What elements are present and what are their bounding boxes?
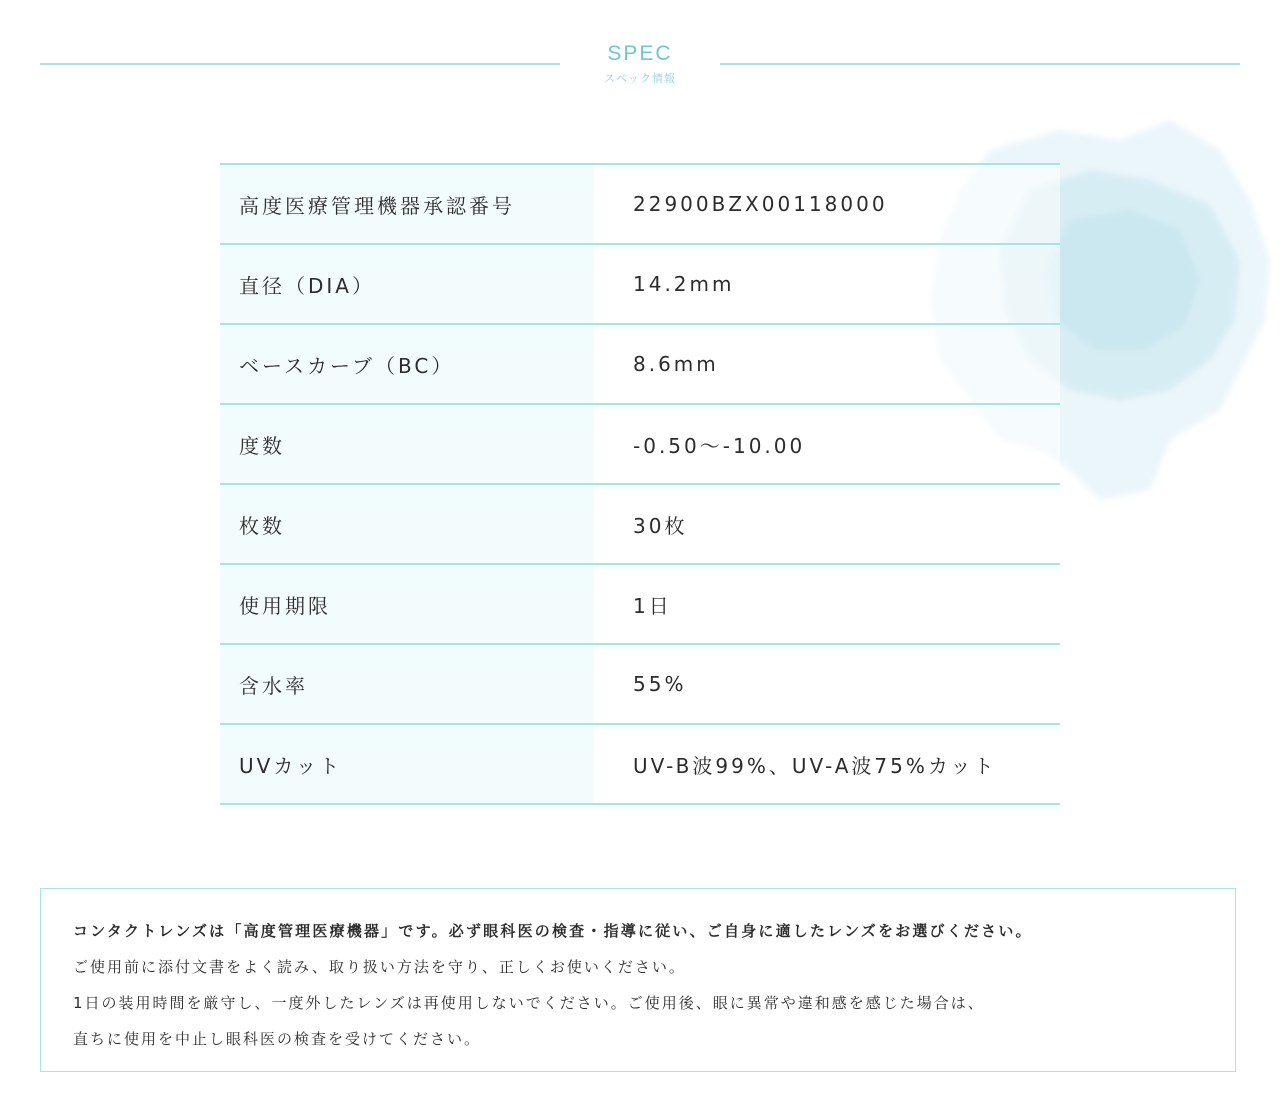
spec-label: UVカット xyxy=(220,725,594,803)
notice-line: 直ちに使用を中止し眼科医の検査を受けてください。 xyxy=(73,1030,482,1048)
caution-notice xyxy=(40,888,1236,1072)
spec-row-expiry xyxy=(220,565,1060,645)
spec-row-uv-cut xyxy=(220,725,1060,805)
header-divider-right xyxy=(720,63,1240,65)
section-title: SPEC xyxy=(607,42,673,65)
spec-table xyxy=(220,163,1060,805)
section-subtitle: スペック情報 xyxy=(604,72,676,85)
spec-row-diameter xyxy=(220,245,1060,325)
spec-label: 含水率 xyxy=(220,645,594,723)
spec-label: 直径（DIA） xyxy=(220,245,594,323)
spec-label: 高度医療管理機器承認番号 xyxy=(220,165,594,243)
notice-heading: コンタクトレンズは「高度管理医療機器」です。必ず眼科医の検査・指導に従い、ご自身に適したレンズをお選びください。 xyxy=(73,922,1033,940)
spec-value: 55% xyxy=(594,645,1060,723)
spec-label: 枚数 xyxy=(220,485,594,563)
spec-label: 度数 xyxy=(220,405,594,483)
spec-value: UV-B波99%、UV-A波75%カット xyxy=(594,725,1060,803)
spec-row-approval-number xyxy=(220,165,1060,245)
notice-line: 1日の装用時間を厳守し、一度外したレンズは再使用しないでください。ご使用後、眼に異常や違和感を感じた場合は、 xyxy=(73,994,985,1012)
spec-value: 22900BZX00118000 xyxy=(594,165,1060,243)
spec-row-base-curve xyxy=(220,325,1060,405)
spec-value: 8.6mm xyxy=(594,325,1060,403)
header-divider-left xyxy=(40,63,560,65)
notice-line: ご使用前に添付文書をよく読み、取り扱い方法を守り、正しくお使いください。 xyxy=(73,958,686,976)
spec-value: 14.2mm xyxy=(594,245,1060,323)
spec-value: 1日 xyxy=(594,565,1060,643)
spec-label: ベースカーブ（BC） xyxy=(220,325,594,403)
spec-value: -0.50〜-10.00 xyxy=(594,405,1060,483)
spec-row-power xyxy=(220,405,1060,485)
spec-value: 30枚 xyxy=(594,485,1060,563)
spec-label: 使用期限 xyxy=(220,565,594,643)
spec-row-count xyxy=(220,485,1060,565)
spec-row-water-content xyxy=(220,645,1060,725)
